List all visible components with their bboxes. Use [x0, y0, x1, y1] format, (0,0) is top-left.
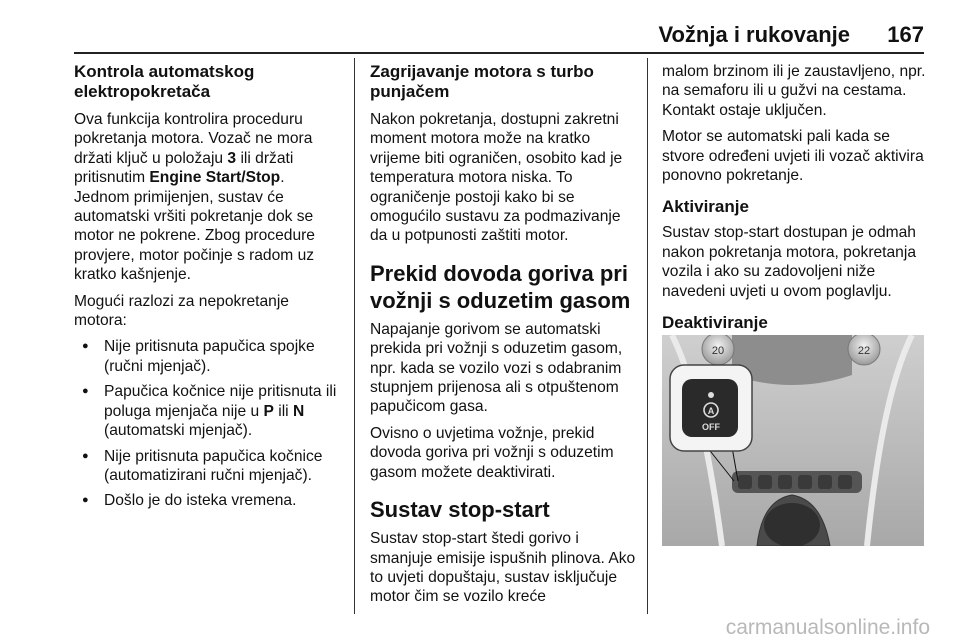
knob-label: 22	[857, 345, 871, 357]
key-position: 3	[227, 149, 237, 167]
stop-start-button-photo	[662, 335, 924, 546]
paragraph: Motor se automatski pali kada se stvore određeni uvjeti ili vozač aktivira ponovno pokretanje.	[662, 128, 924, 185]
section-heading: Aktiviranje	[662, 197, 749, 217]
paragraph: Nakon pokretanja, dostupni zakretni moment motora može na kratko vrijeme biti ograničen, osobito kad je temperatura motora niska. To ograničenje postoji kako bi se omogućilo sustavu za podmazivanje da u potpunosti zaštiti motor.	[370, 111, 623, 245]
off-label: OFF	[702, 422, 720, 432]
column-left	[74, 62, 344, 517]
section-heading: Zagrijavanje motora s turbo punjačem	[370, 62, 594, 101]
section-heading-large: Prekid dovoda goriva pri vožnji s oduzetim gasom	[370, 260, 631, 313]
list-item: ● Nije pritisnuta papučica spojke (ručni mjenjač).	[74, 337, 344, 376]
column-divider	[647, 58, 648, 614]
bullet-list	[74, 337, 344, 510]
gear-p: P	[263, 402, 274, 420]
paragraph: Sustav stop-start dostupan je odmah nakon pokretanja motora, pokretanja vozila i ako su zadovoljeni niže navedeni uvjeti u ovom poglavlju.	[662, 224, 916, 300]
gear-n: N	[292, 402, 305, 420]
section-heading: Kontrola automatskog elektropokretača	[74, 62, 255, 101]
button-symbol: A	[707, 406, 715, 416]
column-middle	[370, 62, 638, 614]
knob-label: 20	[711, 345, 725, 357]
paragraph: Sustav stop-start štedi gorivo i smanjuje emisije ispušnih plinova. Ako to uvjeti dopuštaju, sustav isključuje motor čim se vozilo kreće	[370, 530, 636, 606]
text-run: ili držati pritisnutim	[74, 149, 294, 187]
section-heading: Deaktiviranje	[662, 313, 768, 333]
header-rule	[74, 52, 924, 54]
button-name: Engine Start/Stop	[149, 169, 281, 187]
paragraph	[74, 110, 344, 285]
paragraph: Ovisno o uvjetima vožnje, prekid dovoda goriva pri vožnji s oduzetim gasom možete deaktivirati.	[370, 424, 614, 481]
paragraph: malom brzinom ili je zaustavljeno, npr. na semaforu ili u gužvi na cestama. Kontakt ostaje uključen.	[662, 63, 926, 119]
watermark: carmanualsonline.info	[725, 616, 930, 639]
page-header	[0, 0, 960, 58]
column-right	[662, 62, 927, 339]
list-item	[74, 382, 344, 440]
text-run: ili	[273, 402, 293, 420]
list-item: ● Došlo je do isteka vremena.	[74, 491, 344, 510]
section-heading-large: Sustav stop-start	[370, 497, 550, 523]
paragraph: Mogući razlozi za nepokretanje motora:	[74, 292, 289, 330]
text-run: Papučica kočnice nije pritisnuta ili poluga mjenjača nije u	[104, 383, 337, 420]
text-run: Ova funkcija kontrolira proceduru pokretanja motora. Vozač ne mora držati ključ u položaju	[74, 111, 313, 167]
page-number: 167	[887, 22, 924, 47]
column-divider	[354, 58, 355, 614]
chapter-title: Vožnja i rukovanje	[658, 22, 850, 47]
text-run: (automatski mjenjač).	[104, 422, 253, 440]
text-run: . Jednom primijenjen, sustav će automatski vršiti pokretanje dok se motor ne pokrene. Zbog procedure provjere, motor počinje s radom uz kratko kašnjenje.	[74, 169, 315, 284]
dashboard-illustration	[662, 335, 924, 546]
paragraph: Napajanje gorivom se automatski prekida pri vožnji s oduzetim gasom, npr. kada se vozilo vozi s odabranim stupnjem prijenosa ali s otpuštenom papučicom gasa.	[370, 320, 623, 416]
list-item: ● Nije pritisnuta papučica kočnice (automatizirani ručni mjenjač).	[74, 447, 344, 486]
